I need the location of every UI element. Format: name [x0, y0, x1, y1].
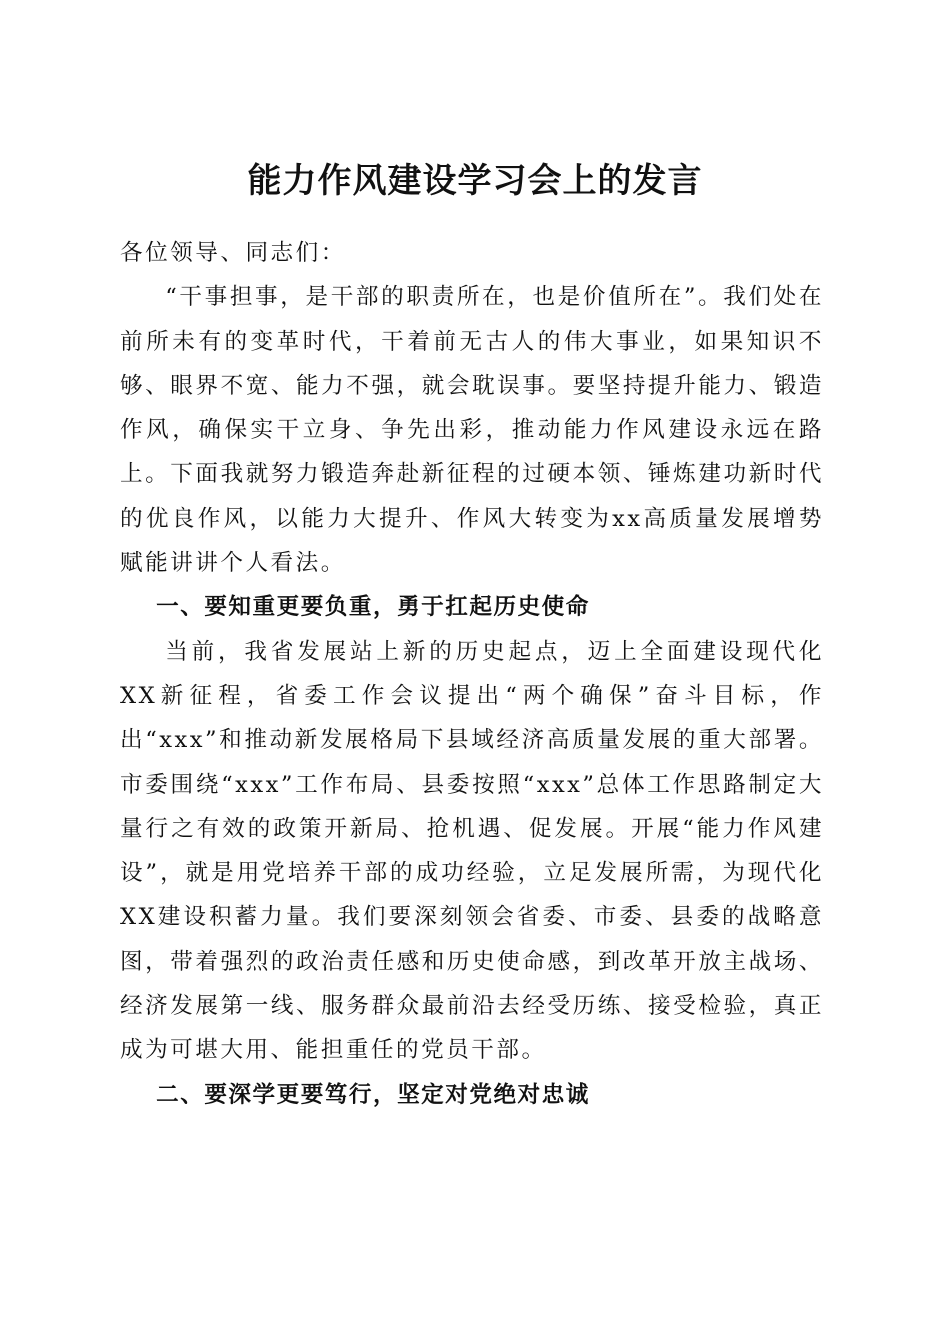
- document-body: [120, 231, 824, 1117]
- section-heading-2: 二、要深学更要笃行，坚定对党绝对忠诚: [156, 1081, 590, 1108]
- salutation: 各位领导、同志们：: [120, 240, 346, 266]
- document-title: 能力作风建设学习会上的发言: [247, 160, 703, 201]
- section-heading-1: 一、要知重更要负重，勇于扛起历史使命: [156, 594, 590, 621]
- section-1-paragraph: 当前，我省发展站上新的历史起点，迈上全面建设现代化XX新征程，省委工作会议提出“两个确保”奋斗目标，作出“xxx”和推动新发展格局下县域经济高质量发展的重大部署。市委围绕“xxx”工作布局、县委按照“xxx”总体工作思路制定大量行之有效的政策开新局、抢机遇、促发展。开展“能力作风建设”，就是用党培养干部的成功经验，立足发展所需，为现代化XX建设积蓄力量。我们要深刻领会省委、市委、县委的战略意图，带着强烈的政治责任感和历史使命感，到改革开放主战场、经济发展第一线、服务群众最前沿去经受历练、接受检验，真正成为可堪大用、能担重任的党员干部。: [120, 638, 824, 1064]
- intro-paragraph: “干事担事，是干部的职责所在，也是价值所在”。我们处在前所未有的变革时代，干着前无古人的伟大事业，如果知识不够、眼界不宽、能力不强，就会耽误事。要坚持提升能力、锻造作风，确保实干立身、争先出彩，推动能力作风建设永远在路上。下面我就努力锻造奔赴新征程的过硬本领、锤炼建功新时代的优良作风，以能力大提升、作风大转变为xx高质量发展增势赋能讲讲个人看法。: [120, 284, 824, 577]
